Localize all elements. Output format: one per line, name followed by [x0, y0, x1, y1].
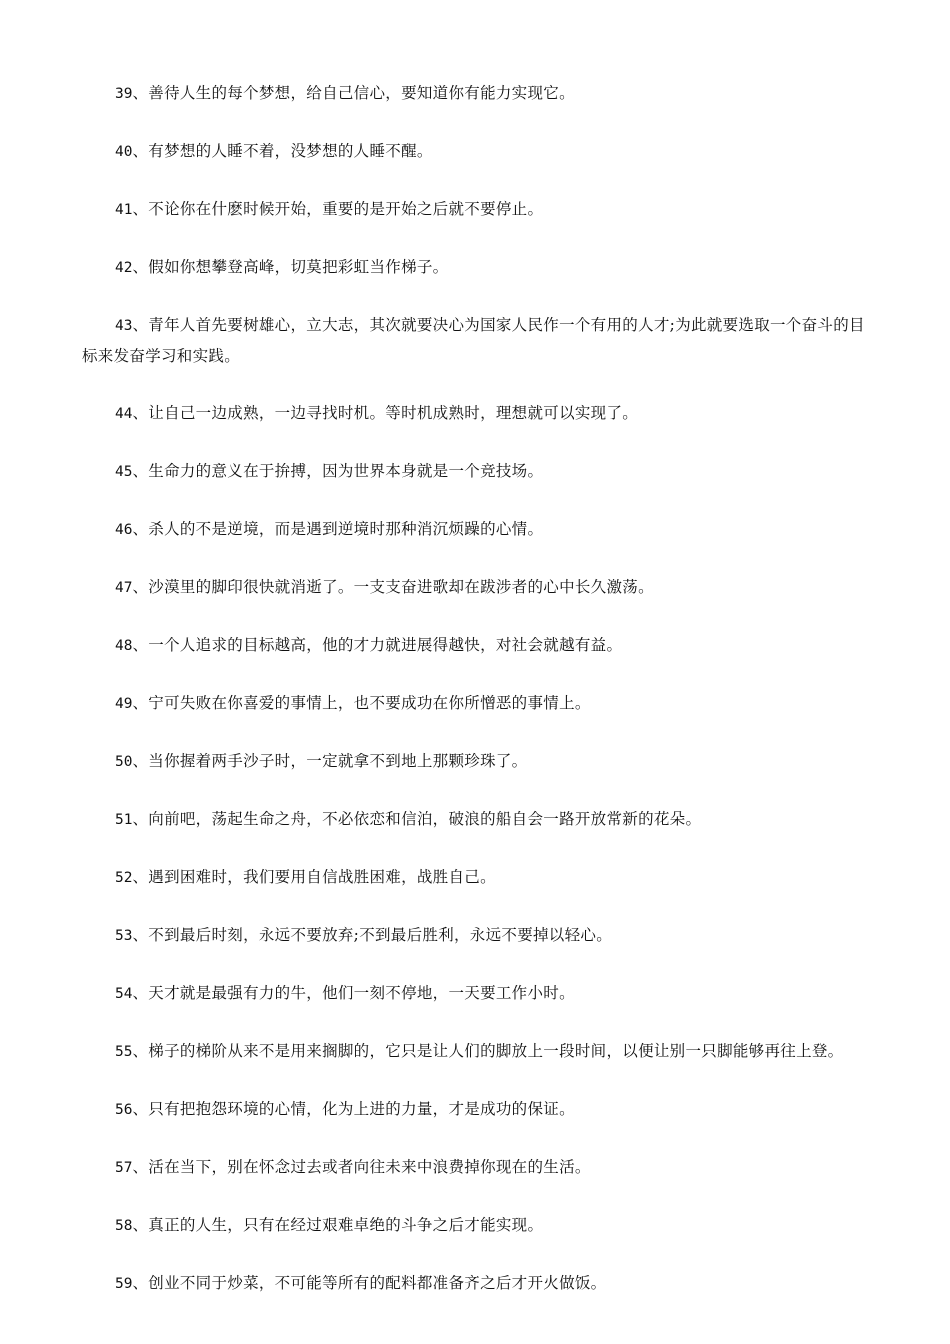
quote-item	[82, 978, 872, 1009]
quote-text: 青年人首先要树雄心，立大志，其次就要决心为国家人民作一个有用的人才;为此就要选取一个奋斗的目标来发奋学习和实践。	[82, 316, 865, 365]
quote-item	[82, 310, 872, 371]
quote-text: 向前吧，荡起生命之舟，不必依恋和信泊，破浪的船自会一路开放常新的花朵。	[148, 810, 702, 828]
quote-number: 39	[115, 86, 133, 102]
quote-item	[82, 456, 872, 487]
quote-text: 让自己一边成熟，一边寻找时机。等时机成熟时，理想就可以实现了。	[148, 404, 639, 422]
quote-text: 沙漠里的脚印很快就消逝了。一支支奋进歌却在跋涉者的心中长久激荡。	[148, 578, 654, 596]
quote-separator: 、	[132, 462, 149, 480]
quote-separator: 、	[132, 316, 149, 334]
quote-separator: 、	[132, 984, 149, 1002]
quote-text: 梯子的梯阶从来不是用来搁脚的，它只是让人们的脚放上一段时间，以便让别一只脚能够再往上登。	[148, 1042, 844, 1060]
quote-separator: 、	[132, 694, 149, 712]
quote-number: 48	[115, 638, 133, 654]
quote-separator: 、	[132, 1216, 149, 1234]
quote-item	[82, 746, 872, 777]
quote-number: 40	[115, 144, 133, 160]
quote-separator: 、	[132, 520, 149, 538]
quote-item	[82, 398, 872, 429]
quote-item	[82, 252, 872, 283]
quote-separator: 、	[132, 142, 149, 160]
quote-number: 51	[115, 812, 133, 828]
quote-separator: 、	[132, 258, 149, 276]
quote-text: 只有把抱怨环境的心情，化为上进的力量，才是成功的保证。	[148, 1100, 575, 1118]
quote-number: 58	[115, 1218, 133, 1234]
quote-item	[82, 862, 872, 893]
quote-item	[82, 630, 872, 661]
quote-number: 59	[115, 1276, 133, 1292]
quote-text: 有梦想的人睡不着，没梦想的人睡不醒。	[148, 142, 433, 160]
quote-item	[82, 804, 872, 835]
quote-separator: 、	[132, 404, 149, 422]
quote-text: 遇到困难时，我们要用自信战胜困难，战胜自己。	[148, 868, 496, 886]
quote-separator: 、	[132, 1274, 149, 1292]
quote-number: 49	[115, 696, 133, 712]
quote-item	[82, 136, 872, 167]
quote-text: 当你握着两手沙子时，一定就拿不到地上那颗珍珠了。	[148, 752, 528, 770]
quote-item	[82, 1210, 872, 1241]
quote-separator: 、	[132, 578, 149, 596]
quote-number: 42	[115, 260, 133, 276]
quote-number: 47	[115, 580, 133, 596]
quote-text: 假如你想攀登高峰，切莫把彩虹当作梯子。	[148, 258, 449, 276]
quote-separator: 、	[132, 84, 149, 102]
quote-separator: 、	[132, 636, 149, 654]
quote-item	[82, 514, 872, 545]
quote-separator: 、	[132, 926, 149, 944]
quote-text: 不到最后时刻，永远不要放弃;不到最后胜利，永远不要掉以轻心。	[148, 926, 613, 944]
quote-item	[82, 78, 872, 109]
quote-number: 54	[115, 986, 133, 1002]
quote-number: 50	[115, 754, 133, 770]
quote-text: 生命力的意义在于拚搏，因为世界本身就是一个竞技场。	[148, 462, 544, 480]
quote-number: 41	[115, 202, 133, 218]
quote-number: 45	[115, 464, 133, 480]
quote-item	[82, 920, 872, 951]
quote-separator: 、	[132, 1100, 149, 1118]
quote-item	[82, 194, 872, 225]
quote-text: 善待人生的每个梦想，给自己信心，要知道你有能力实现它。	[148, 84, 575, 102]
quote-text: 宁可失败在你喜爱的事情上，也不要成功在你所憎恶的事情上。	[148, 694, 591, 712]
quote-item	[82, 1152, 872, 1183]
quote-item	[82, 572, 872, 603]
quote-text: 杀人的不是逆境，而是遇到逆境时那种消沉烦躁的心情。	[148, 520, 544, 538]
quote-item	[82, 688, 872, 719]
quote-number: 56	[115, 1102, 133, 1118]
quote-text: 创业不同于炒菜，不可能等所有的配料都准备齐之后才开火做饭。	[148, 1274, 607, 1292]
quote-number: 44	[115, 406, 133, 422]
quote-number: 43	[115, 318, 133, 334]
quote-number: 57	[115, 1160, 133, 1176]
quote-number: 46	[115, 522, 133, 538]
quote-text: 活在当下，别在怀念过去或者向往未来中浪费掉你现在的生活。	[148, 1158, 591, 1176]
quote-text: 一个人追求的目标越高，他的才力就进展得越快，对社会就越有益。	[148, 636, 623, 654]
quote-number: 55	[115, 1044, 133, 1060]
quote-separator: 、	[132, 1158, 149, 1176]
quote-number: 52	[115, 870, 133, 886]
quote-separator: 、	[132, 752, 149, 770]
quote-separator: 、	[132, 810, 149, 828]
quote-text: 天才就是最强有力的牛，他们一刻不停地，一天要工作小时。	[148, 984, 575, 1002]
quote-separator: 、	[132, 1042, 149, 1060]
quote-item	[82, 1036, 872, 1067]
quote-item	[82, 1094, 872, 1125]
quote-separator: 、	[132, 200, 149, 218]
quote-text: 不论你在什麽时候开始，重要的是开始之后就不要停止。	[148, 200, 544, 218]
quote-text: 真正的人生，只有在经过艰难卓绝的斗争之后才能实现。	[148, 1216, 544, 1234]
quote-list	[82, 78, 872, 1326]
quote-separator: 、	[132, 868, 149, 886]
quote-number: 53	[115, 928, 133, 944]
quote-item	[82, 1268, 872, 1299]
